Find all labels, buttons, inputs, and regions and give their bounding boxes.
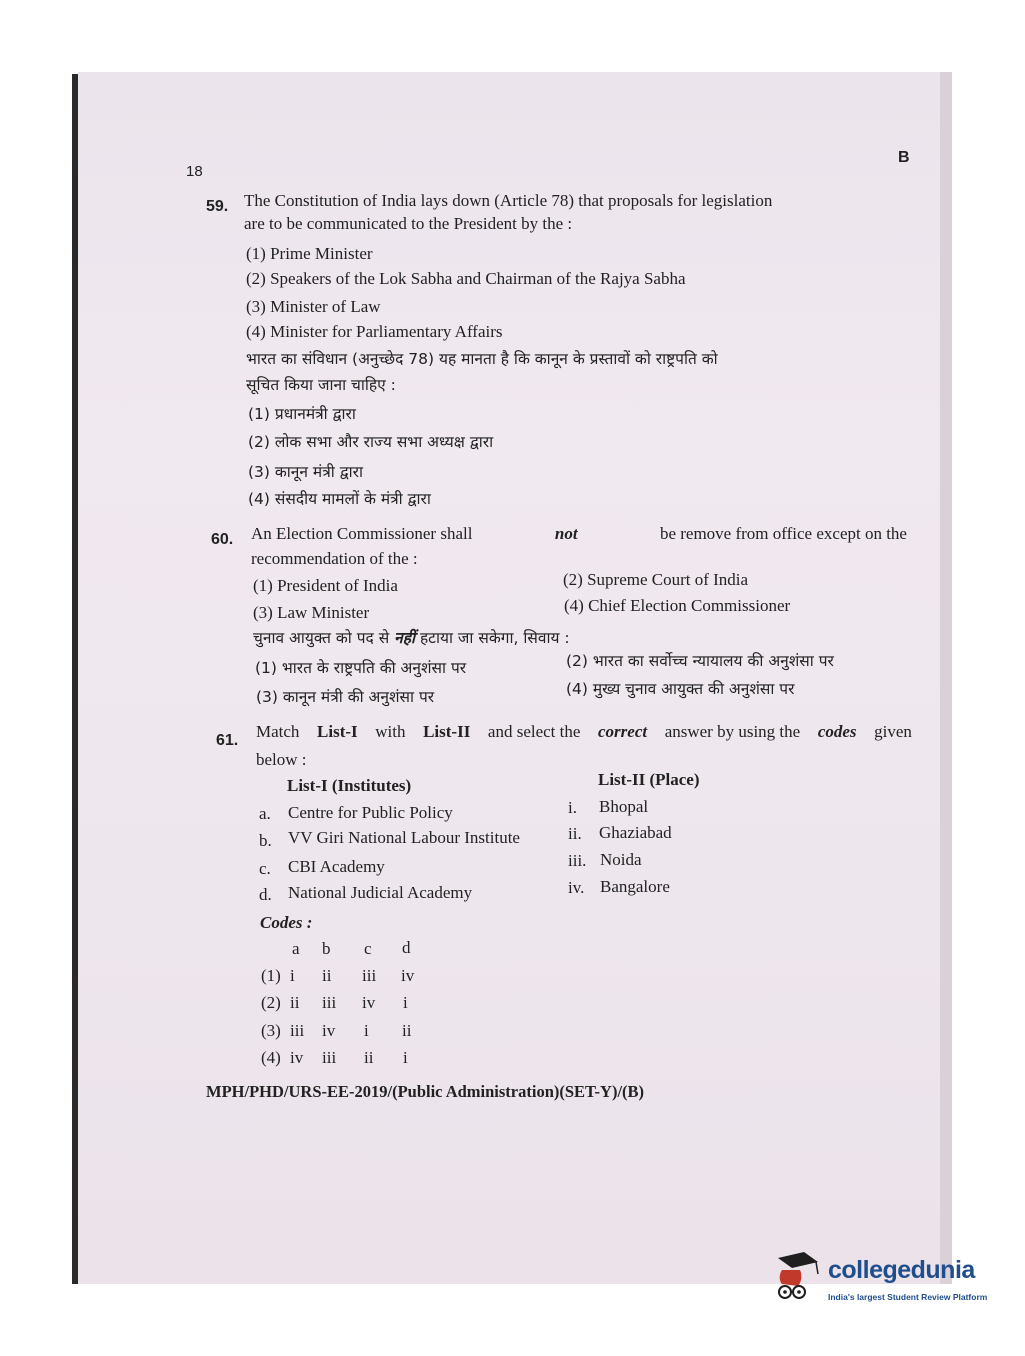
list2-key: iii.	[568, 851, 587, 870]
code-row-label: (1)	[261, 966, 281, 985]
stem-text: given	[874, 722, 912, 741]
option: (1) President of India	[253, 576, 398, 595]
list1-item: CBI Academy	[288, 857, 385, 876]
code-row-label: (4)	[261, 1048, 281, 1067]
stem-text: हटाया जा सकेगा, सिवाय :	[419, 629, 570, 647]
question-stem	[251, 524, 907, 544]
question-stem: The Constitution of India lays down (Article 78) that proposals for legislation	[244, 191, 773, 210]
stem-text: with	[375, 722, 406, 741]
code-cell: iii	[322, 1048, 337, 1067]
collegedunia-watermark	[768, 1248, 998, 1308]
question-number: 61.	[216, 732, 239, 749]
question-stem-hindi	[253, 628, 570, 648]
code-cell: iv	[290, 1048, 304, 1067]
code-cell: iv	[362, 993, 376, 1012]
option: (3) Law Minister	[253, 603, 370, 622]
list1-key: a.	[259, 804, 271, 823]
code-cell: i	[290, 966, 295, 985]
question-number: 60.	[211, 531, 234, 548]
exam-page	[78, 72, 952, 1284]
list2-item: Bhopal	[599, 797, 649, 816]
binding-edge	[72, 74, 78, 1284]
option-hindi: (1) प्रधानमंत्री द्वारा	[248, 405, 356, 423]
code-row-label: (3)	[261, 1021, 281, 1040]
code-cell: i	[403, 1048, 408, 1067]
series-code: B	[898, 149, 910, 166]
option-hindi: (3) कानून मंत्री द्वारा	[248, 463, 363, 481]
question-number: 59.	[206, 198, 229, 215]
brand-tagline: India's largest Student Review Platform	[828, 1292, 988, 1302]
codes-label: Codes :	[260, 913, 313, 932]
option: (2) Speakers of the Lok Sabha and Chairman of the Rajya Sabha	[246, 269, 686, 288]
code-row-label: (2)	[261, 993, 281, 1012]
code-cell: i	[403, 993, 408, 1012]
question-stem: below :	[256, 750, 307, 769]
codes-header: a	[292, 939, 300, 958]
brand-name: collegedunia	[828, 1256, 975, 1284]
stem-text: be remove from office except on the	[659, 524, 907, 543]
stem-emphasis: not	[554, 524, 578, 543]
stem-text: Match	[256, 722, 300, 741]
code-cell: iii	[290, 1021, 305, 1040]
question-stem: recommendation of the :	[251, 549, 418, 568]
option-hindi: (4) संसदीय मामलों के मंत्री द्वारा	[248, 490, 431, 508]
collegedunia-mascot-icon	[768, 1248, 826, 1306]
list2-item: Bangalore	[600, 877, 670, 896]
option-hindi: (3) कानून मंत्री की अनुशंसा पर	[256, 688, 435, 706]
codes-header: c	[364, 939, 372, 958]
question-stem-hindi: सूचित किया जाना चाहिए :	[246, 376, 396, 394]
scan-background	[0, 0, 72, 1356]
list2-header: List-II (Place)	[598, 770, 700, 789]
option: (3) Minister of Law	[246, 297, 381, 316]
option-hindi: (1) भारत के राष्ट्रपति की अनुशंसा पर	[255, 659, 467, 677]
stem-emphasis: correct	[598, 722, 648, 741]
codes-header: d	[402, 938, 411, 957]
code-cell: iv	[322, 1021, 336, 1040]
option-hindi: (2) लोक सभा और राज्य सभा अध्यक्ष द्वारा	[248, 433, 494, 451]
list2-key: ii.	[568, 824, 582, 843]
stem-emphasis: codes	[817, 722, 857, 741]
option: (4) Chief Election Commissioner	[564, 596, 791, 615]
option: (2) Supreme Court of India	[563, 570, 749, 589]
list2-item: Ghaziabad	[599, 823, 672, 842]
stem-text: चुनाव आयुक्त को पद से	[253, 629, 390, 647]
page-edge-shadow	[940, 72, 952, 1284]
code-cell: ii	[402, 1021, 412, 1040]
option-hindi: (4) मुख्य चुनाव आयुक्त की अनुशंसा पर	[566, 680, 795, 698]
codes-header: b	[322, 939, 331, 958]
stem-text: An Election Commissioner shall	[251, 524, 473, 543]
code-cell: ii	[322, 966, 332, 985]
option: (4) Minister for Parliamentary Affairs	[246, 322, 503, 341]
code-cell: iii	[322, 993, 337, 1012]
code-cell: i	[364, 1021, 369, 1040]
code-cell: ii	[364, 1048, 374, 1067]
list1-item: National Judicial Academy	[288, 883, 473, 902]
stem-text: answer by using the	[664, 722, 801, 741]
option-hindi: (2) भारत का सर्वोच्च न्यायालय की अनुशंसा पर	[566, 652, 834, 670]
code-cell: iii	[362, 966, 377, 985]
list2-key: i.	[568, 798, 577, 817]
list1-header: List-I (Institutes)	[287, 776, 412, 795]
list1-key: c.	[259, 859, 271, 878]
question-stem: are to be communicated to the President by the :	[244, 214, 573, 233]
list1-item: VV Giri National Labour Institute	[288, 828, 520, 847]
code-cell: iv	[401, 966, 415, 985]
stem-text: and select the	[487, 722, 581, 741]
question-stem-hindi: भारत का संविधान (अनुच्छेद 78) यह मानता है कि कानून के प्रस्तावों को राष्ट्रपति को	[246, 350, 718, 368]
list1-key: b.	[259, 831, 272, 850]
list1-key: d.	[259, 885, 272, 904]
list2-item: Noida	[600, 850, 642, 869]
question-stem	[256, 722, 912, 742]
list1-item: Centre for Public Policy	[288, 803, 453, 822]
paper-code-footer: MPH/PHD/URS-EE-2019/(Public Administration)(SET-Y)/(B)	[206, 1082, 645, 1101]
page-number: 18	[186, 163, 203, 180]
stem-emphasis: List-I	[317, 722, 358, 741]
option: (1) Prime Minister	[246, 244, 373, 263]
list2-key: iv.	[568, 878, 585, 897]
stem-emphasis: नहीं	[394, 629, 415, 647]
stem-emphasis: List-II	[423, 722, 471, 741]
code-cell: ii	[290, 993, 300, 1012]
